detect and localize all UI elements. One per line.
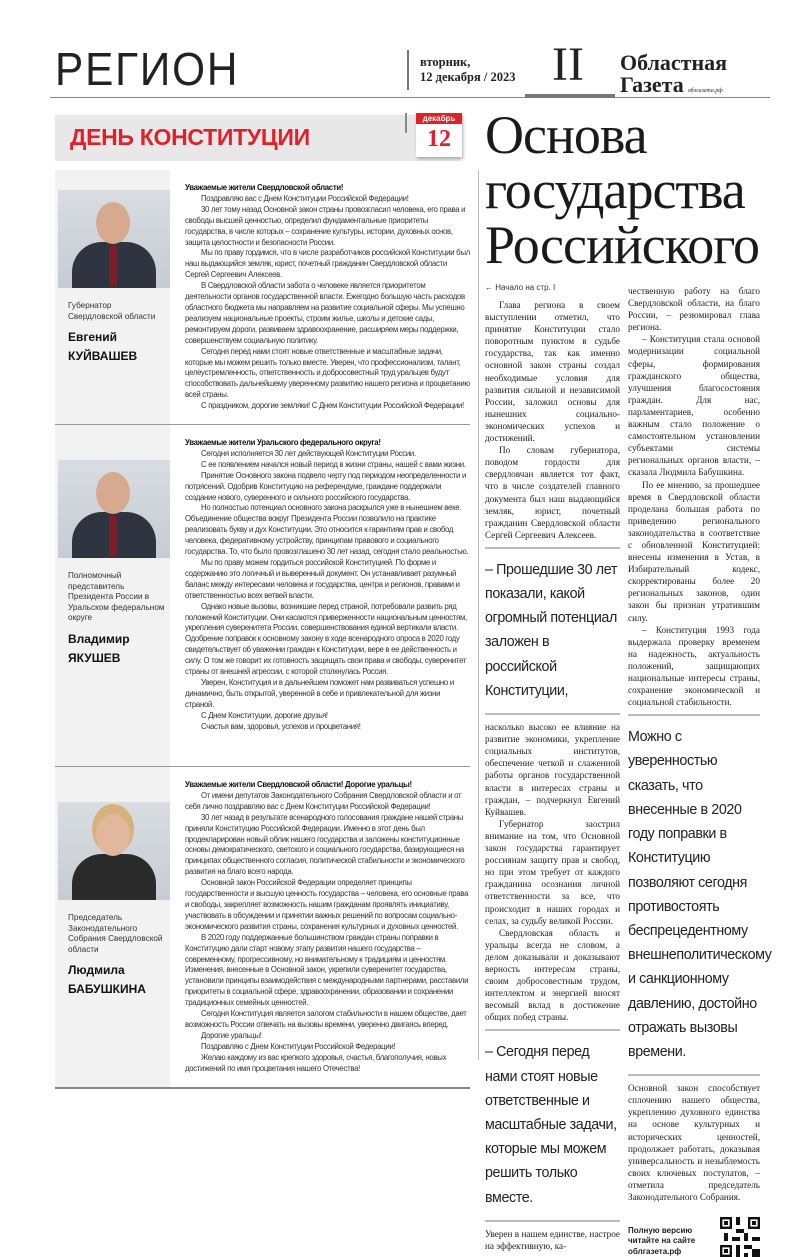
letter-title: Уважаемые жители Свердловской области! Дорогие уральцы! bbox=[185, 780, 412, 790]
letter-paragraph: Принятие Основного закона подвело черту под периодом неопределенности и потрясений. Одобрив Конституцию на референдуме, граждане поддержали создание нового, суверенного и сильного российского государства. bbox=[185, 470, 467, 502]
calendar-month: декабрь bbox=[416, 113, 462, 124]
letter-paragraph: С Днем Конституции, дорогие друзья! bbox=[201, 710, 328, 720]
greetings-section bbox=[55, 170, 470, 1089]
article-paragraph: насколько высоко ее влияние на развитие экономики, укрепление социальных институтов, обеспечение четкой и слаженной работы органов государственной власти в интересах страны и граждан, – подчеркнул Евгений Куйвашев. bbox=[485, 722, 620, 817]
article-paragraph: – Конституция стала основой модернизации социальной сферы, формирования гражданского общества, улучшения благосостояния граждан. Для нас, парламентариев, особенно важным стало положение о самостоятельном установлении субъектами системы региональных органов власти, – сказала Людмила Бабушкина. bbox=[628, 334, 760, 478]
portrait-caption bbox=[55, 288, 170, 366]
letter-paragraph: 30 лет тому назад Основной закон страны провозгласил человека, его права и свободы высшей ценностью, определил фундаментальные приоритеты государства, в числе которых – сохранение культуры, истории, духовных основ, защита целостности и безопасности России. bbox=[185, 204, 466, 247]
article-headline bbox=[485, 105, 760, 275]
letter-paragraph: 30 лет назад в результате всенародного голосования граждане нашей страны приняли Конституцию Российской Федерации. Именно в этот день был продекларирован новый облик нашего государства и заложены конституционные основы демократического, светского и социального государства, базирующиеся на принципах общественного согласия, политической стабильности и экономического развития на благо всего народа. bbox=[185, 812, 465, 877]
logo-line2: Газета bbox=[620, 72, 684, 97]
letter-paragraph: Дорогие уральцы! bbox=[201, 1030, 262, 1040]
portrait-photo bbox=[58, 190, 170, 288]
article-paragraph: Свердловская область и уральцы всегда не словом, а делом доказывали и доказывают верность интересам страны, своим добросовестным трудом, интеллектом и энергией вносят весомый вклад в достижение общих побед страны. bbox=[485, 927, 620, 1023]
person-position: Губернатор Свердловской области bbox=[68, 301, 156, 321]
article-paragraph: По ее мнению, за прошедшее время в Свердловской области проделана большая работа по приведению регионального законодательства в соответствие с обновленной Конституцией: внесены изменения в Устав, в Избирательный кодекс, скорректированы более 20 региональных законов, один закон бы признан утратившим силу. bbox=[628, 479, 760, 623]
letter-title: Уважаемые жители Свердловской области! bbox=[185, 183, 344, 192]
page-number-bar bbox=[525, 94, 615, 98]
header-divider bbox=[407, 50, 409, 90]
date: 12 декабря / 2023 bbox=[420, 70, 516, 84]
pull-quote: – Прошедшие 30 лет показали, какой огромный потенциал заложен в российской Конституции, bbox=[485, 561, 617, 699]
headline-line: Российского bbox=[485, 215, 760, 275]
letter-paragraph: В 2020 году поддержанные большинством граждан страны поправки в Конституцию дали старт новому этапу развития нашего государства – современному, прогрессивному, но внимательному к традициям и ценностям. Изменения, внесенные в Основной закон, укрепили суверенитет государства, установили принципы взаимодействия с международными партнерами, расставили приоритеты в социальной сфере, здравоохранении, образовании и сохранении традиционных семейных ценностей. bbox=[185, 932, 469, 1008]
quote-rule bbox=[628, 714, 760, 716]
letter-paragraph: Основной закон Российской Федерации определяет принципы государственности и высшую ценность государства – человека, его основные права и свободы, закрепляет возможность нашим гражданам проявлять инициативу, участвовать в обсуждении и принятии важных решений по вопросам социально-экономического развития страны, сохранения культурных и духовных ценностей. bbox=[185, 878, 469, 931]
letter-paragraph: С ее появлением начался новый период в жизни страны, нашей с вами жизни. bbox=[201, 459, 466, 469]
article-paragraph: Глава региона в своем выступлении отметил, что принятие Конституции стало поворотным пунктом в судьбе государства, так как именно основной закон страны создал необходимые условия для развития сильной и независимой России, заложил основы для нынешних социально-экономических успехов и достижений. bbox=[485, 300, 620, 444]
band-divider bbox=[405, 113, 407, 133]
person-last-name: ЯКУШЕВ bbox=[68, 650, 121, 665]
article-column-1 bbox=[485, 283, 620, 1252]
portrait-caption bbox=[55, 558, 170, 668]
page-number: II bbox=[552, 38, 584, 91]
calendar-icon bbox=[416, 113, 462, 157]
portrait-photo bbox=[58, 460, 170, 558]
person-first-name: Евгений bbox=[68, 330, 118, 344]
article-paragraph: По словам губернатора, поводом гордости для свердловчан является тот факт, что в числе создателей главного документа был наш выдающийся земляк, юрист, почетный гражданин Свердловской области Сергей Сергеевич Алексеев. bbox=[485, 445, 620, 540]
person-first-name: Людмила bbox=[68, 963, 125, 978]
greeting-letter bbox=[170, 425, 470, 766]
article-column bbox=[485, 721, 620, 1023]
portrait-sidebar bbox=[55, 767, 170, 1086]
greeting-letter bbox=[170, 767, 470, 1086]
person-position: Полномочный представитель Президента России в Уральском федеральном округе bbox=[68, 571, 165, 623]
portrait-photo bbox=[58, 802, 170, 900]
quote-rule bbox=[485, 1220, 620, 1222]
headline-line: Основа bbox=[485, 105, 647, 165]
promo-row bbox=[628, 1217, 760, 1257]
qr-code-icon[interactable] bbox=[720, 1217, 760, 1257]
article-column-2 bbox=[628, 285, 772, 1257]
logo-line1: Областная bbox=[620, 50, 728, 75]
article-column-text: Уверен в нашем единстве, настрое на эффективную, ка- bbox=[485, 1228, 620, 1251]
logo-site: облгазета.рф bbox=[687, 88, 723, 94]
weekday: вторник, bbox=[420, 55, 471, 69]
letter-paragraph: В Свердловской области забота о человеке является приоритетом деятельности органов государственной власти. Ежегодно большую часть расходов областного бюджета мы направляем на развитие социальной сферы. Мы успешно реализуем национальные проекты, строим жилье, школы и детские сады, ремонтируем дороги, развиваем здравоохранение, расширяем меры поддержки, совершенствуем социальную политику. bbox=[185, 281, 465, 345]
quote-rule bbox=[485, 547, 620, 549]
letter-paragraph: Поздравляю вас с Днем Конституции Российской Федерации! bbox=[201, 193, 409, 203]
portrait-sidebar bbox=[55, 425, 170, 766]
person-last-name: БАБУШКИНА bbox=[68, 982, 146, 997]
article-column bbox=[485, 299, 620, 541]
letter-paragraph: Мы по праву можем гордиться российской Конституцией. По форме и содержанию это логичный и выверенный документ. Он устанавливает разумный баланс между интересами человека и государства, центра и регионов, правами и ответственностью всех ветвей власти. bbox=[185, 558, 460, 600]
quote-rule bbox=[628, 1074, 760, 1076]
letter-paragraph: Мы по праву гордимся, что в числе разработчиков российской Конституции был наш выдающийся земляк, юрист, почетный гражданин Свердловской области Сергей Сергеевич Алексеев. bbox=[185, 248, 470, 280]
letter-paragraph: Сегодня исполняется 30 лет действующей Конституции России. bbox=[201, 448, 416, 458]
column-rule bbox=[478, 170, 479, 1060]
letter-paragraph: Желаю каждому из вас крепкого здоровья, счастья, благополучия, новых достижений по имя процветания нашего Отечества! bbox=[185, 1052, 447, 1073]
continued-from-link[interactable]: ← Начало на стр. I bbox=[485, 283, 556, 292]
letter-paragraph: Но полностью потенциал основного закона раскрылся уже в нынешнем веке. Объединение общества вокруг Президента России позволило на практике реализовать букву и дух Конституции. Это относится к гарантиям прав и свобод человека, федеративному устройству, принципам правового и социального государства. То, что было провозглашено 30 лет назад, сегодня стало реальностью. bbox=[185, 503, 469, 557]
person-last-name: КУЙВАШЕВ bbox=[68, 349, 138, 363]
letter-paragraph: Поздравляю с Днем Конституции Российской Федерации! bbox=[201, 1041, 396, 1051]
greeting-row bbox=[55, 767, 470, 1088]
quote-rule bbox=[485, 713, 620, 715]
letter-paragraph: Счастья вам, здоровья, успехов и процветания! bbox=[201, 721, 361, 731]
pull-quote: Можно с уверенностью сказать, что внесенные в 2020 году поправки в Конституцию позволяют сегодня противостоять беспрецедентному внешнеполитическому и санкционному давлению, достойно отражать вызовы времени. bbox=[628, 729, 772, 1060]
pull-quote: – Сегодня перед нами стоят новые ответственные и масштабные задачи, которые мы можем решить только вместе. bbox=[485, 1044, 617, 1206]
full-version-link[interactable]: Полную версию читайте на сайте облгазета.рф bbox=[628, 1225, 696, 1256]
rubric-title: ДЕНЬ КОНСТИТУЦИИ bbox=[70, 124, 310, 150]
newspaper-logo bbox=[620, 52, 727, 102]
letter-paragraph: Сегодня Конституция является залогом стабильности в нашем обществе, дает возможность России отвечать на вызовы времени, уверенно двигаясь вперед. bbox=[185, 1009, 467, 1029]
greeting-row bbox=[55, 425, 470, 767]
article-column bbox=[628, 285, 760, 708]
person-position: Председатель Законодательного Собрания Свердловской области bbox=[68, 913, 163, 954]
letter-paragraph: Уверен, Конституция и в дальнейшем поможет нам развиваться успешно и динамично, быть открытой, уверенной в себе и привлекательной для жизни страной. bbox=[185, 677, 454, 709]
greeting-letter bbox=[170, 170, 470, 424]
headline-line: государства bbox=[485, 160, 745, 220]
calendar-day: 12 bbox=[427, 126, 451, 152]
article-paragraph: Губернатор заострил внимание на том, что Основной закон государства гарантирует россиянам защиту прав и свобод, но при этом требует от каждого гражданина осознания личной ответственности за все, что происходит в наших городах и селах, за судьбу великой России. bbox=[485, 818, 620, 926]
quote-rule bbox=[485, 1029, 620, 1031]
portrait-caption bbox=[55, 900, 170, 999]
article-paragraph: чественную работу на благо Свердловской области, на благо России, – резюмировал глава региона. bbox=[628, 286, 760, 333]
person-first-name: Владимир bbox=[68, 631, 130, 646]
article-paragraph: – Конституция 1993 года выдержала проверку временем на надежность, актуальность положений, защищающих национальные интересы страны, сохранение экономической и социальной стабильности. bbox=[628, 624, 760, 708]
letter-title: Уважаемые жители Уральского федерального округа! bbox=[185, 438, 381, 448]
letter-paragraph: Однако новые вызовы, возникшие перед страной, потребовали развить ряд положений Конституции. Они касаются приверженности национальным ценностям, укрепления суверенитета России, совершенствования единой вертикали власти. Одобрение поправок к основному закону в ходе всенародного опроса в 2020 году свидетельствует об уважении граждан к Конституции, вере в ее действенность и силу. О том же говорит их готовность защищать свои права и свободы, суверенитет страны от внешней агрессии, с которой столкнулась Россия. bbox=[185, 601, 467, 677]
issue-date bbox=[420, 55, 515, 85]
letter-paragraph: Сегодня перед нами стоят новые ответственные и масштабные задачи, которые мы можем решить только вместе. Уверен, что профессионализм, талант, целеустремленность, ответственность и добросовестный труд уральцев будут способствовать дальнейшему уверенному развитию нашего региона и процветанию всей страны. bbox=[185, 346, 470, 400]
article-column-text: Основной закон способствует сплочению нашего общества, укреплению духовного единства на основе культурных и исторических ценностей, продолжает работать, доказывая универсальность и незыблемость своих ключевых постулатов, – отметила председатель Законодательного Собрания. bbox=[628, 1083, 760, 1202]
section-title: РЕГИОН bbox=[55, 43, 240, 95]
greeting-row bbox=[55, 170, 470, 425]
letter-paragraph: С праздником, дорогие земляки! С Днем Конституции Российской Федерации! bbox=[201, 401, 464, 411]
letter-paragraph: От имени депутатов Законодательного Собрания Свердловской области и от себя лично поздравляю вас с Днем Конституции Российской Федерации! bbox=[185, 790, 462, 811]
portrait-sidebar bbox=[55, 170, 170, 424]
